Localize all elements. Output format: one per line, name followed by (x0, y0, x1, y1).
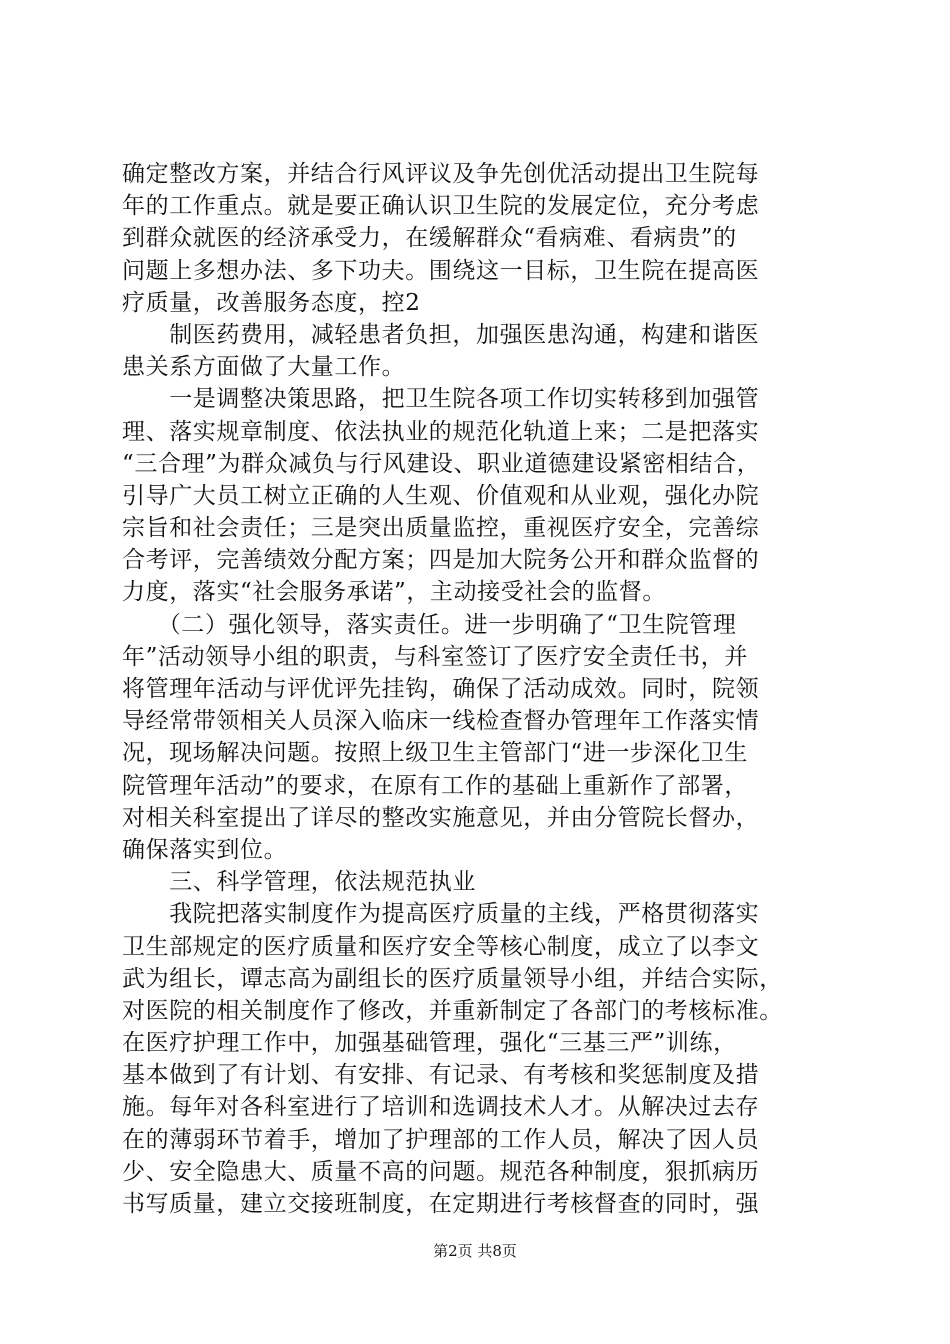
document-body (122, 158, 834, 1220)
text-line: “三合理”为群众减负与行风建设、职业道德建设紧密相结合， (122, 450, 761, 477)
text-line: 我院把落实制度作为提高医疗质量的主线，严格贯彻落实 (122, 901, 760, 928)
text-line: 对医院的相关制度作了修改，并重新制定了各部门的考核标准。 (122, 997, 783, 1024)
text-line: 对相关科室提出了详尽的整改实施意见，并由分管院长督办， (122, 804, 760, 831)
text-line: 合考评，完善绩效分配方案；四是加大院务公开和群众监督的 (122, 547, 760, 574)
text-line: 况，现场解决问题。按照上级卫生主管部门“进一步深化卫生 (122, 740, 748, 767)
text-line: 问题上多想办法、多下功夫。围绕这一目标，卫生院在提高医 (122, 257, 760, 284)
text-line: 少、安全隐患大、质量不高的问题。规范各种制度，狠抓病历 (122, 1158, 760, 1185)
text-line: 理、落实规章制度、依法执业的规范化轨道上来；二是把落实 (122, 418, 760, 445)
text-line: 基本做到了有计划、有安排、有记录、有考核和奖惩制度及措 (122, 1062, 760, 1089)
text-line: 制医药费用，减轻患者负担，加强医患沟通，构建和谐医 (122, 321, 760, 348)
text-line: 卫生部规定的医疗质量和医疗安全等核心制度，成立了以李文 (122, 933, 760, 960)
section-heading: 三、科学管理，依法规范执业 (122, 869, 476, 896)
text-line: 力度，落实“社会服务承诺”，主动接受社会的监督。 (122, 579, 666, 606)
text-line: 将管理年活动与评优评先挂钩，确保了活动成效。同时，院领 (122, 676, 760, 702)
text-line: 确保落实到位。 (122, 836, 288, 863)
text-line: 年”活动领导小组的职责，与科室签订了医疗安全责任书，并 (122, 643, 748, 670)
text-line: 疗质量，改善服务态度，控2 (122, 289, 421, 316)
text-line: 书写质量，建立交接班制度，在定期进行考核督查的同时，强 (122, 1191, 760, 1217)
text-line: 在医疗护理工作中，加强基础管理，强化“三基三严”训练， (122, 1030, 737, 1057)
text-line: 一是调整决策思路，把卫生院各项工作切实转移到加强管 (122, 386, 760, 413)
text-line: 确定整改方案，并结合行风评议及争先创优活动提出卫生院每 (122, 161, 760, 187)
text-line: 患关系方面做了大量工作。 (122, 354, 406, 381)
text-line: 导经常带领相关人员深入临床一线检查督办管理年工作落实情 (122, 708, 760, 735)
text-line: 到群众就医的经济承受力，在缓解群众“看病难、看病贵”的 (122, 225, 737, 252)
text-line: 年的工作重点。就是要正确认识卫生院的发展定位，充分考虑 (122, 193, 760, 220)
text-line: 院管理年活动”的要求，在原有工作的基础上重新作了部署， (122, 772, 748, 799)
text-line: 在的薄弱环节着手，增加了护理部的工作人员，解决了因人员 (122, 1126, 760, 1153)
text-line: 引导广大员工树立正确的人生观、价值观和从业观，强化办院 (122, 482, 760, 509)
text-line: （二）强化领导，落实责任。进一步明确了“卫生院管理 (122, 611, 737, 638)
text-line: 武为组长，谭志高为副组长的医疗质量领导小组，并结合实际， (122, 965, 783, 992)
text-line: 宗旨和社会责任；三是突出质量监控，重视医疗安全，完善综 (122, 515, 760, 542)
page-number-footer: 第2页 共8页 (433, 1242, 517, 1260)
text-line: 施。每年对各科室进行了培训和选调技术人才。从解决过去存 (122, 1094, 760, 1121)
